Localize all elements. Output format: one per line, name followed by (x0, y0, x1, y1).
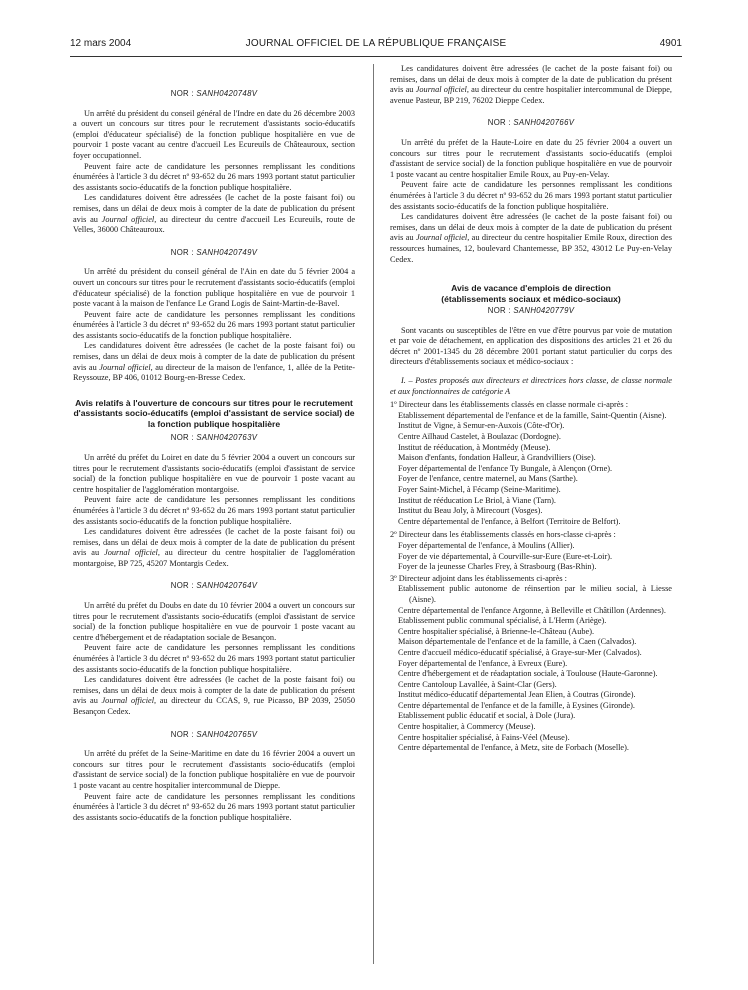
paragraph: Peuvent faire acte de candidature les personnes remplissant les conditions énumérées à l'article 3 du décret nº 93-652 du 26 mars 1993 portant statut particulier des assistants socio-éducatifs de la fonction publique hospitalière. (73, 161, 355, 192)
list-item: Centre Cantoloup Lavallée, à Saint-Clar (Gers). (398, 679, 557, 689)
list-item: Institut de rééducation Le Briol, à Viane (Tarn). (398, 495, 556, 505)
list-item: Foyer départemental de l'enfance, à Moulins (Allier). (398, 540, 575, 550)
list-item: Institut de Vigne, à Semur-en-Auxois (Côte-d'Or). (398, 421, 565, 431)
paragraph: Peuvent faire acte de candidature les personnes remplissant les conditions énumérées à l'article 3 du décret nº 93-652 du 26 mars 1993 portant statut particulier des assistants socio-éducatifs de la fonction publique hospitalière. (73, 495, 355, 526)
paragraph: Les candidatures doivent être adressées (le cachet de la poste faisant foi) ou remises, dans un délai de deux mois à compter de la date de publication du présent avis au Journal officiel, au directeur du centre hospitalier de l'agglomération montargoise, BP 725, 45207 Montargis Cedex. (73, 527, 355, 568)
section-subtitle: (établissements sociaux et médico-sociaux) (441, 293, 621, 304)
paragraph: Les candidatures doivent être adressées (le cachet de la poste faisant foi) ou remises, dans un délai de deux mois à compter de la date de publication du présent avis au Journal officiel, au directeur de la maison de l'enfance, 1, allée de la Petite-Reyssouze, BP 406, 01012 Bourg-en-Bresse Cedex. (73, 341, 355, 383)
list-heading: 2º Directeur dans les établissements classés en hors-classe ci-après : (390, 530, 616, 540)
establishment-list (390, 400, 672, 754)
paragraph: Un arrêté du président du conseil général de l'Indre en date du 26 décembre 2003 a ouvert un concours sur titres pour le recrutement d'assistants socio-éducatifs (emploi d'éducateur spécialisé) de la fonction publique hospitalière en vue de pourvoir 1 poste vacant au centre d'accueil Les Ecureuils de Châteauroux, section foyer occupationnel. (73, 108, 355, 160)
paragraph: Un arrêté du préfet du Loiret en date du 5 février 2004 a ouvert un concours sur titres pour le recrutement d'assistants socio-éducatifs (emploi d'assistant de service social) de la fonction publique hospitalière en vue de pourvoir 1 poste vacant au centre hospitalier de l'agglomération montargoise. (73, 452, 355, 494)
paragraph: Peuvent faire acte de candidature les personnes remplissant les conditions énumérées à l'article 3 du décret nº 93-652 du 26 mars 1993 portant statut particulier des assistants socio-éducatifs de la fonction publique hospitalière. (73, 643, 355, 674)
list-heading: 1º Directeur dans les établissements classés en classe normale ci-après : (390, 400, 629, 410)
list-item: Centre départemental de l'enfance, à Metz, site de Forbach (Moselle). (398, 743, 629, 753)
paragraph: Sont vacants ou susceptibles de l'être en vue d'être pourvus par voie de mutation et par voie de détachement, en application des dispositions des articles 21 et 26 du décret nº 2001-1345 du 28 décembre 2001 portant statut particulier du corps des directeurs d'établissements sociaux et médico-sociaux : (390, 325, 672, 367)
nor-reference: NOR : SANH0420766V (487, 118, 575, 128)
paragraph: Les candidatures doivent être adressées (le cachet de la poste faisant foi) ou remises, dans un délai de deux mois à compter de la date de publication du présent avis au Journal officiel, au directeur du centre hospitalier intercommunal de Dieppe, avenue Pasteur, BP 219, 76202 Dieppe Cedex. (390, 64, 672, 105)
nor-reference: NOR : SANH0420764V (170, 581, 258, 591)
right-column (390, 64, 672, 754)
left-column (73, 64, 355, 823)
list-item: Institut médico-éducatif départemental Jean Elien, à Coutras (Gironde). (398, 690, 636, 700)
list-item: Centre hospitalier spécialisé, à Fains-Véel (Meuse). (398, 732, 570, 742)
list-item: Maison d'enfants, fondation Halleur, à Grandvilliers (Oise). (398, 453, 596, 463)
journal-title: JOURNAL OFFICIEL DE LA RÉPUBLIQUE FRANÇAISE (245, 38, 507, 49)
nor-reference: NOR : SANH0420765V (170, 729, 258, 739)
paragraph: Peuvent faire acte de candidature les personnes remplissant les conditions énumérées à l'article 3 du décret nº 93-652 du 26 mars 1993 portant statut particulier des assistants socio-éducatifs de la fonction publique hospitalière. (73, 791, 355, 822)
paragraph: Les candidatures doivent être adressées (le cachet de la poste faisant foi) ou remises, dans un délai de deux mois à compter de la date de publication du présent avis au Journal officiel, au directeur du centre d'accueil Les Ecureuils, route de Velles, 36000 Châteauroux. (73, 193, 355, 235)
list-item: Foyer Saint-Michel, à Fécamp (Seine-Maritime). (398, 485, 561, 494)
issue-date: 12 mars 2004 (70, 38, 132, 49)
list-item: Centre d'accueil médico-éducatif spécialisé, à Graye-sur-Mer (Calvados). (398, 647, 642, 657)
list-item: Etablissement public éducatif et social, à Dole (Jura). (398, 711, 576, 721)
list-item: Centre départemental de l'enfance et de la famille, à Eysines (Gironde). (398, 700, 635, 710)
nor-reference: NOR : SANH0420763V (170, 433, 258, 443)
paragraph: Les candidatures doivent être adressées (le cachet de la poste faisant foi) ou remises, dans un délai de deux mois à compter de la date de publication du présent avis au Journal officiel, au directeur du CCAS, 9, rue Picasso, BP 2039, 25050 Besançon Cedex. (73, 675, 355, 716)
page-header (70, 38, 682, 52)
paragraph: Un arrêté du président du conseil général de l'Ain en date du 5 février 2004 a ouvert un concours sur titres pour le recrutement d'assistants socio-éducatifs (emploi d'éducateur spécialisé) de la fonction publique hospitalière en vue de pourvoir 1 poste vacant à la maison de l'enfance Le Grand Logis de Saint-Martin-de-Bavel. (73, 267, 355, 309)
list-item: Institut de rééducation, à Montmédy (Meuse). (398, 442, 551, 452)
part-heading: I. – Postes proposés aux directeurs et directrices hors classe, de classe normale et aux fonctionnaires de catégorie A (390, 376, 672, 396)
list-item: Etablissement public communal spécialisé, à L'Herm (Ariège). (398, 616, 607, 626)
nor-reference: NOR : SANH0420749V (170, 247, 258, 257)
list-item: Etablissement départemental de l'enfance et de la famille, Saint-Quentin (Aisne). (398, 410, 667, 420)
paragraph: Peuvent faire acte de candidature les personnes remplissant les conditions énumérées à l'article 3 du décret nº 93-652 du 26 mars 1993 portant statut particulier des assistants socio-éducatifs de la fonction publique hospitalière. (390, 180, 672, 211)
column-separator (373, 64, 374, 964)
list-item: Foyer de la jeunesse Charles Frey, à Strasbourg (Bas-Rhin). (398, 562, 597, 572)
list-item: Centre départemental de l'enfance, à Belfort (Territoire de Belfort). (398, 516, 621, 526)
paragraph: Peuvent faire acte de candidature les personnes remplissant les conditions énumérées à l'article 3 du décret nº 93-652 du 26 mars 1993 portant statut particulier des assistants socio-éducatifs de la fonction publique hospitalière. (73, 309, 355, 340)
list-item: Maison départementale de l'enfance et de la famille, à Caen (Calvados). (398, 637, 637, 647)
list-item: Centre Aïlhaud Castelet, à Boulazac (Dordogne). (398, 432, 561, 442)
list-item: Centre d'hébergement et de réadaptation sociale, à Toulouse (Haute-Garonne). (398, 669, 658, 679)
section-title: Avis relatifs à l'ouverture de concours sur titres pour le recrutement d'assistants socio-éducatifs (emploi d'assistant de service social) de la fonction publique hospitalière (73, 397, 355, 429)
nor-reference: NOR : SANH0420779V (487, 306, 575, 316)
list-item: Foyer départemental de l'enfance, à Evreux (Eure). (398, 658, 568, 668)
list-item: Institut du Beau Joly, à Mirecourt (Vosges). (398, 506, 543, 516)
section-title: Avis de vacance d'emplois de direction (451, 283, 611, 294)
page-number: 4901 (659, 38, 682, 49)
header-rule (70, 56, 682, 57)
paragraph: Un arrêté du préfet de la Seine-Maritime en date du 16 février 2004 a ouvert un concours sur titres pour le recrutement d'assistants socio-éducatifs (emploi d'assistant de service social) de la fonction publique hospitalière en vue de pourvoir 1 poste vacant au centre hospitalier intercommunal de Dieppe. (73, 749, 355, 790)
list-item: Foyer départemental de l'enfance Ty Bungale, à Alençon (Orne). (398, 463, 613, 473)
paragraph: Les candidatures doivent être adressées (le cachet de la poste faisant foi) ou remises, dans un délai de deux mois à compter de la date de publication du présent avis au Journal officiel, au directeur du centre hospitalier Emile Roux, direction des ressources humaines, 12, boulevard Chantemesse, BP 352, 43012 Le Puy-en-Velay Cedex. (390, 212, 672, 264)
list-item: Foyer de vie départemental, à Courville-sur-Eure (Eure-et-Loir). (398, 551, 613, 561)
list-heading: 3º Directeur adjoint dans les établissements ci-après : (390, 573, 567, 583)
paragraph: Un arrêté du préfet du Doubs en date du 10 février 2004 a ouvert un concours sur titres pour le recrutement d'assistants socio-éducatifs (emploi d'assistant de service social) de la fonction publique hospitalière en vue de pourvoir 1 poste vacant au centre d'hébergement et de réadaptation sociale de Besançon. (73, 601, 355, 642)
list-item: Foyer de l'enfance, centre maternel, au Mans (Sarthe). (398, 474, 578, 484)
list-item: Centre départemental de l'enfance Argonne, à Belleville et Châtillon (Ardennes). (398, 605, 666, 615)
paragraph: Un arrêté du préfet de la Haute-Loire en date du 25 février 2004 a ouvert un concours sur titres pour le recrutement d'assistants socio-éducatifs (emploi d'assistant de service social) de la fonction publique hospitalière en vue de pourvoir 1 poste vacant au centre hospitalier Emile Roux, au Puy-en-Velay. (390, 137, 672, 179)
nor-reference: NOR : SANH0420748V (170, 89, 258, 98)
list-item: Centre hospitalier spécialisé, à Brienne-le-Château (Aube). (398, 626, 595, 636)
list-item: Etablissement public autonome de réinsertion par le milieu social, à Liesse (Aisne). (398, 584, 672, 604)
list-item: Centre hospitalier, à Commercy (Meuse). (398, 722, 536, 732)
